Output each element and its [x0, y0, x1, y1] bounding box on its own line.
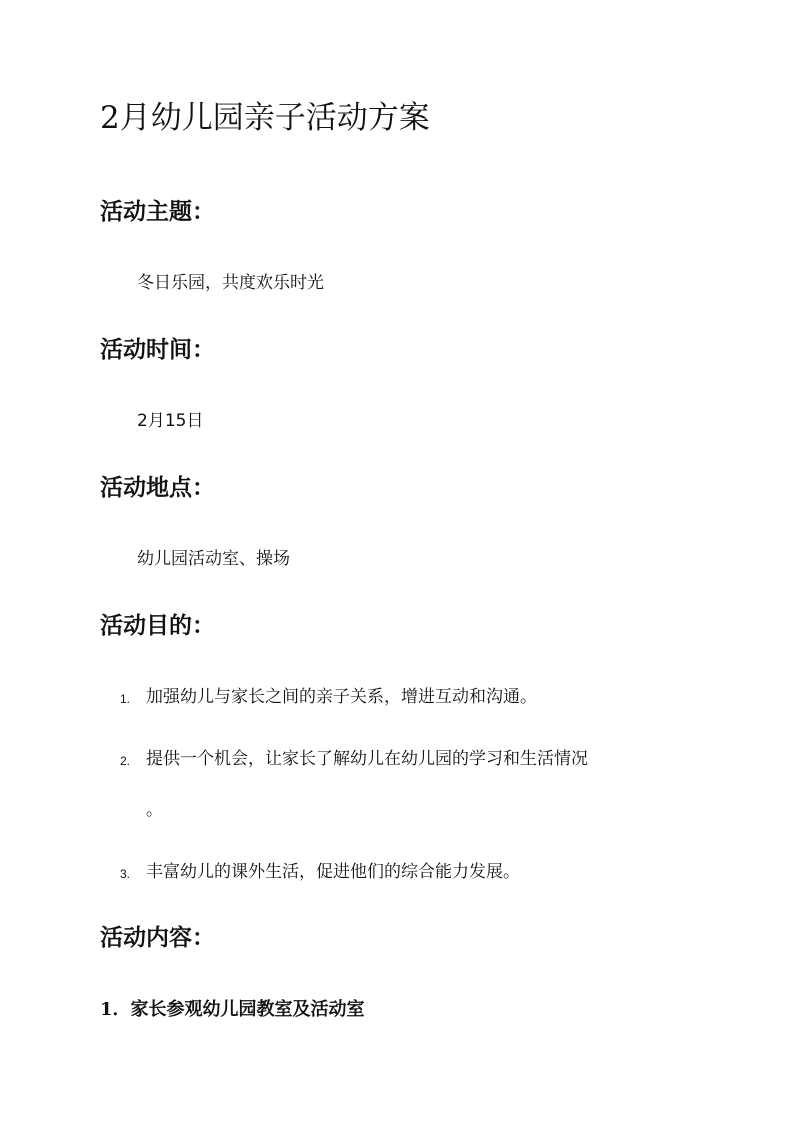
section-heading-content: 活动内容： [100, 924, 215, 951]
list-item-text: 提供一个机会，让家长了解幼儿在幼儿园的学习和生活情况 [146, 749, 588, 769]
content-subheading: 1．家长参观幼儿园教室及活动室 [100, 999, 365, 1020]
document-title: 2月幼儿园亲子活动方案 [100, 100, 430, 136]
section-content-theme: 冬日乐园，共度欢乐时光 [137, 273, 324, 293]
list-item-text: 丰富幼儿的课外生活，促进他们的综合能力发展。 [146, 862, 520, 882]
list-item-number: 2. [120, 754, 131, 768]
list-item-number: 3. [120, 867, 131, 881]
section-heading-theme: 活动主题： [100, 198, 215, 225]
section-heading-purpose: 活动目的： [100, 612, 215, 639]
section-content-time: 2月15日 [137, 411, 204, 431]
list-item-number: 1. [120, 692, 131, 706]
section-heading-location: 活动地点： [100, 474, 215, 501]
list-item-text: 加强幼儿与家长之间的亲子关系，增进互动和沟通。 [146, 687, 537, 707]
section-heading-time: 活动时间： [100, 336, 215, 363]
list-item-continuation: 。 [146, 800, 163, 820]
section-content-location: 幼儿园活动室、操场 [137, 549, 290, 569]
